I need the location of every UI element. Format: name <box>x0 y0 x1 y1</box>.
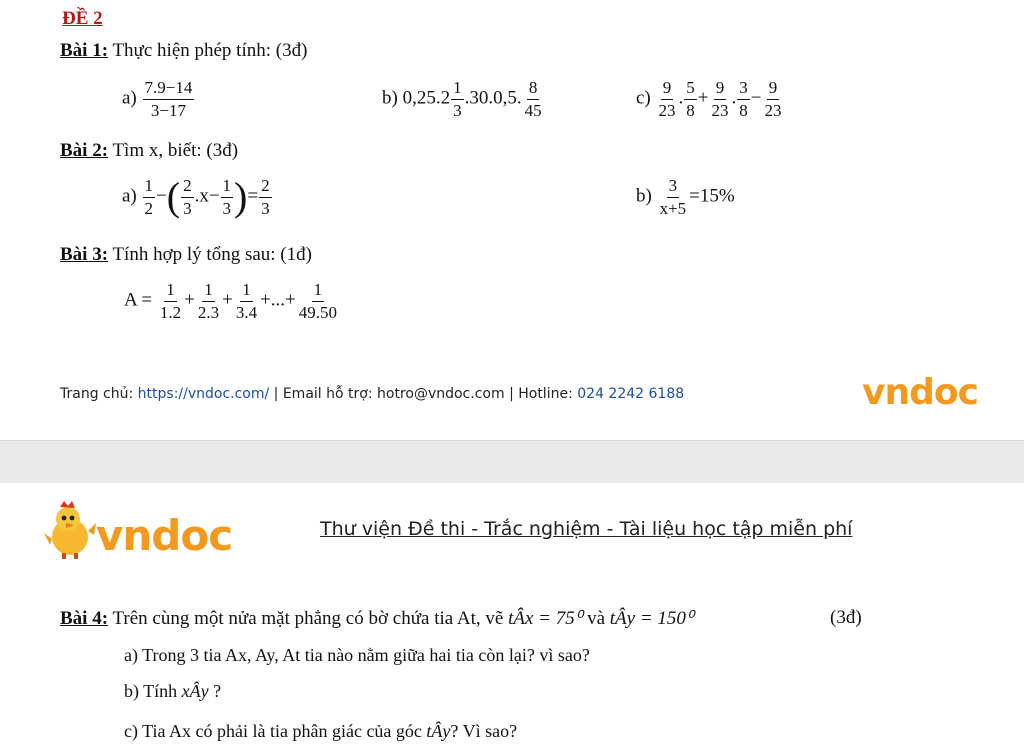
bai4-heading: Bài 4: Trên cùng một nửa mặt phẳng có bờ chứa tia At, vẽ tÂx = 75⁰ và tÂy = 150⁰ <box>60 608 694 629</box>
email-link[interactable]: hotro@vndoc.com <box>377 386 505 402</box>
bai4-question-b: b) Tính xÂy ? <box>124 681 222 701</box>
bai3-sum: A = $\frac{1}{1.2}$ + $\frac{1}{2.3}$ + $\frac{1}{3.4}$ +...+ $\frac{1}{49.50}$ <box>124 280 338 322</box>
library-header-title[interactable]: Thư viện Đề thi - Trắc nghiệm - Tài liệu học tập miễn phí <box>320 518 853 540</box>
bai4-question-a: a) Trong 3 tia Ax, Ay, At tia nào nằm giữa hai tia còn lại? vì sao? <box>124 645 590 665</box>
vndoc-logo: vndoc <box>862 372 978 413</box>
exam-title: ĐỀ 2 <box>62 8 103 29</box>
hotline-number: 024 2242 6188 <box>577 386 685 402</box>
page-footer: Trang chủ: https://vndoc.com/ | Email hỗ trợ: hotro@vndoc.com | Hotline: 024 2242 6188 <box>60 386 685 402</box>
page-separator <box>0 440 1024 484</box>
bai4-question-c: c) Tia Ax có phải là tia phân giác của góc tÂy? Vì sao? <box>124 721 518 741</box>
bai3-heading: Bài 3: Tính hợp lý tổng sau: (1đ) <box>60 244 312 265</box>
chicken-mascot-icon <box>44 501 98 559</box>
bai2-heading: Bài 2: Tìm x, biết: (3đ) <box>60 140 239 161</box>
bai1-b: b) 0,25.2 $\frac{1}{3}$ .30.0,5. $\frac{8}{45}$ <box>382 78 542 120</box>
home-link[interactable]: https://vndoc.com/ <box>137 386 270 402</box>
bai4-points: (3đ) <box>830 607 862 628</box>
bai1-heading: Bài 1: Thực hiện phép tính: (3đ) <box>60 40 308 61</box>
vndoc-header-logo: vndoc <box>96 511 233 560</box>
bai2-a: a) $\frac{1}{2}$ −( $\frac{2}{3}$ .x− $\frac{1}{3}$ )= $\frac{2}{3}$ <box>122 174 270 220</box>
document-page-2 <box>0 483 1024 752</box>
bai2-b: b) $\frac{3}{x+5}$ =15% <box>636 176 735 218</box>
bai1-a: a) $\frac{7.9-14}{3-17}$ <box>122 78 193 120</box>
bai1-c: c) $\frac{9}{23}$ . $\frac{5}{8}$ + $\frac{9}{23}$ . $\frac{3}{8}$ − $\frac{9}{23}$ <box>636 78 782 120</box>
